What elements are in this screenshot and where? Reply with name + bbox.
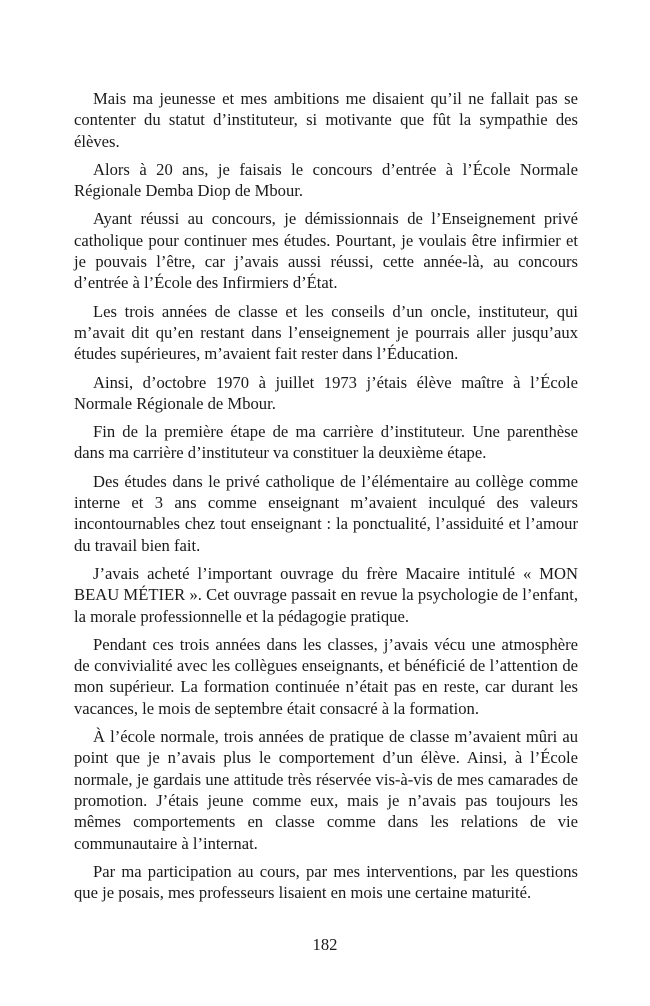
paragraph: Pendant ces trois années dans les classes, j’avais vécu une atmosphère de convivialité avec les collègues enseignants, et bénéficié de l’attention de mon supérieur. La formation continuée n’était pas en reste, car durant les vacances, le mois de septembre était consacré à la formation. <box>74 634 578 718</box>
paragraph: Alors à 20 ans, je faisais le concours d’entrée à l’École Normale Régionale Demba Diop de Mbour. <box>74 159 578 201</box>
paragraph: Fin de la première étape de ma carrière d’instituteur. Une parenthèse dans ma carrière d’instituteur va constituer la deuxième étape. <box>74 422 578 463</box>
paragraph: Par ma participation au cours, par mes interventions, par les questions que je posais, mes professeurs lisaient en mois une certaine maturité. <box>74 861 578 903</box>
page-number: 182 <box>312 935 338 954</box>
paragraph: Des études dans le privé catholique de l’élémentaire au collège comme interne et 3 ans comme enseignant m’avaient inculqué des valeurs incontournables chez tout enseignant : la ponctualité, l’assiduité et l’amour du travail bien fait. <box>74 471 578 555</box>
paragraph: J’avais acheté l’important ouvrage du frère Macaire intitulé « MON BEAU MÉTIER ». Cet ouvrage passait en revue la psychologie de l’enfant, la morale professionnelle et la pédagogie pratique. <box>74 563 578 626</box>
paragraph: Ainsi, d’octobre 1970 à juillet 1973 j’étais élève maître à l’École Normale Régionale de Mbour. <box>74 372 578 413</box>
paragraph: Ayant réussi au concours, je démissionnais de l’Enseignement privé catholique pour continuer mes études. Pourtant, je voulais être infirmier et je pouvais l’être, car j’avais aussi réussi, cette année-là, au concours d’entrée à l’École des Infirmiers d’État. <box>74 209 578 293</box>
paragraph: À l’école normale, trois années de pratique de classe m’avaient mûri au point que je n’avais plus le comportement d’un élève. Ainsi, à l’École normale, je gardais une attitude très réservée vis-à-vis de mes camarades de promotion. J’étais jeune comme eux, mais je n’avais pas toujours les mêmes comportements en classe comme dans les relations de vie communautaire à l’internat. <box>74 727 578 853</box>
paragraph: Les trois années de classe et les conseils d’un oncle, instituteur, qui m’avait dit qu’en restant dans l’enseignement je pourrais aller jusqu’aux études supérieures, m’avaient fait rester dans l’Éducation. <box>74 301 578 364</box>
paragraph: Mais ma jeunesse et mes ambitions me disaient qu’il ne fallait pas se contenter du statut d’instituteur, si motivante que fût la sympathie des élèves. <box>74 89 578 151</box>
body-text <box>74 88 578 910</box>
